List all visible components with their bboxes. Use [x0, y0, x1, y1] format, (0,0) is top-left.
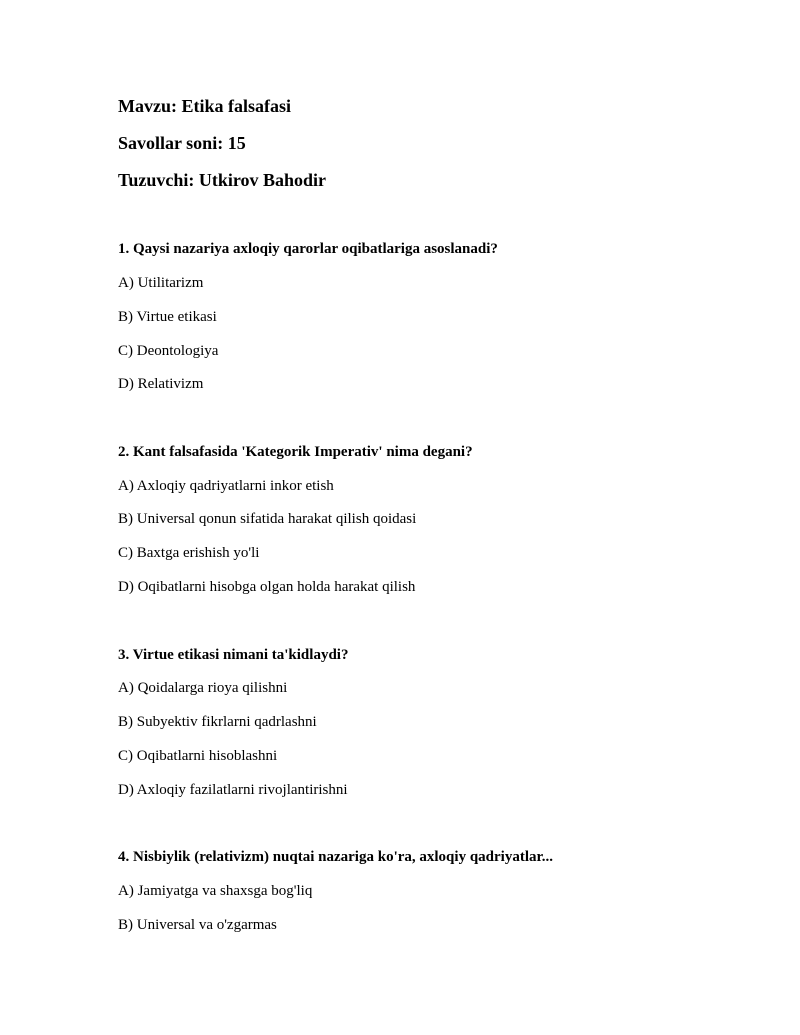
- topic-heading: Mavzu: Etika falsafasi: [118, 96, 291, 116]
- question-2-option-a: A) Axloqiy qadriyatlarni inkor etish: [118, 478, 334, 494]
- question-3-option-b: B) Subyektiv fikrlarni qadrlashni: [118, 714, 317, 730]
- question-4: 4. Nisbiylik (relativizm) nuqtai nazariga ko'ra, axloqiy qadriyatlar...: [118, 849, 554, 865]
- question-4-option-a: A) Jamiyatga va shaxsga bog'liq: [118, 883, 313, 899]
- question-3-option-d: D) Axloqiy fazilatlarni rivojlantirishni: [118, 782, 348, 798]
- question-1-option-b: B) Virtue etikasi: [118, 309, 217, 325]
- question-1: 1. Qaysi nazariya axloqiy qarorlar oqibatlariga asoslanadi?: [118, 241, 498, 257]
- question-2: 2. Kant falsafasida 'Kategorik Imperativ' nima degani?: [118, 444, 473, 460]
- question-2-option-d: D) Oqibatlarni hisobga olgan holda harakat qilish: [118, 579, 416, 595]
- question-1-option-a: A) Utilitarizm: [118, 275, 204, 291]
- question-2-option-b: B) Universal qonun sifatida harakat qilish qoidasi: [118, 511, 417, 527]
- question-2-option-c: C) Baxtga erishish yo'li: [118, 545, 260, 561]
- question-count-heading: Savollar soni: 15: [118, 133, 246, 153]
- question-1-option-c: C) Deontologiya: [118, 343, 219, 359]
- question-1-option-d: D) Relativizm: [118, 376, 204, 392]
- question-3: 3. Virtue etikasi nimani ta'kidlaydi?: [118, 647, 349, 663]
- question-3-option-a: A) Qoidalarga rioya qilishni: [118, 680, 288, 696]
- question-3-option-c: C) Oqibatlarni hisoblashni: [118, 748, 278, 764]
- author-heading: Tuzuvchi: Utkirov Bahodir: [118, 170, 327, 190]
- question-4-option-b: B) Universal va o'zgarmas: [118, 917, 277, 933]
